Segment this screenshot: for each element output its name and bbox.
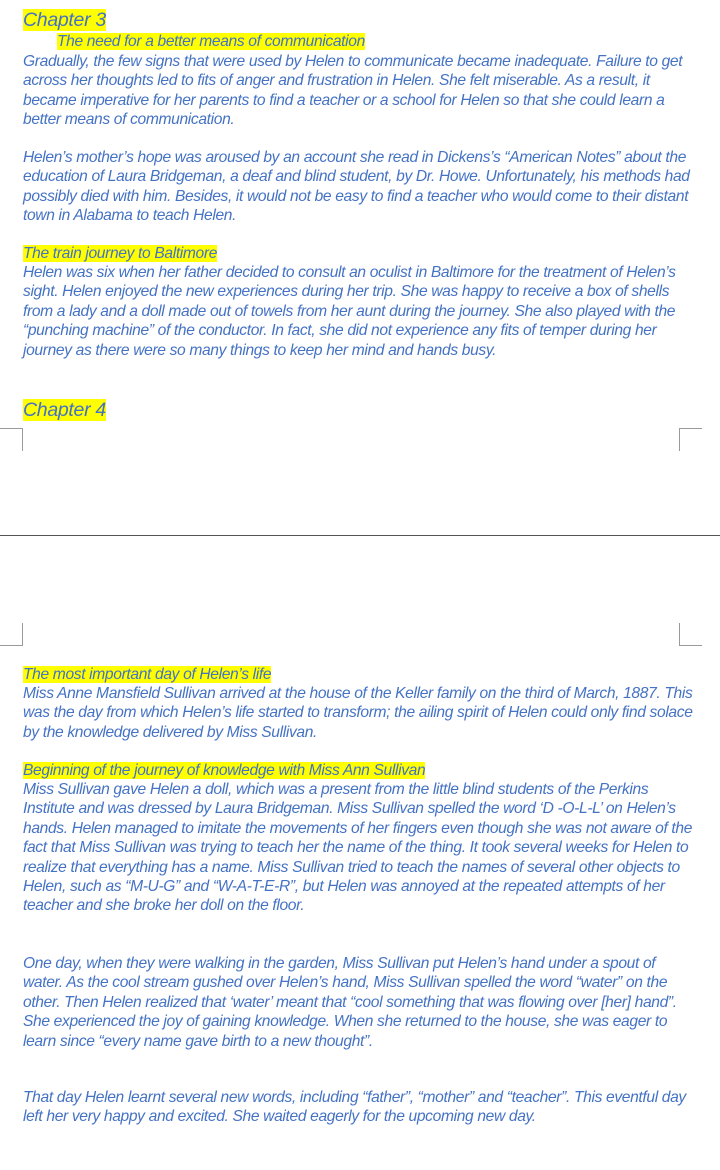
chapter-3-heading: Chapter 3 (23, 9, 106, 31)
paragraph: Helen was six when her father decided to consult an oculist in Baltimore for the treatment of Helen’s sight. Helen enjoyed the new experiences during her trip. She was happy to receive a box of shells from a lady and a doll made out of towels from her aunt during the journey. She also played with the “punching machine” of the conductor. In fact, she did not experience any fits of temper during her journey as there were so many things to keep her mind and hands busy. (23, 264, 676, 359)
subheading-important-day: The most important day of Helen’s life (23, 666, 272, 683)
subheading-train-journey: The train journey to Baltimore (23, 245, 218, 262)
page-corner-mark (679, 623, 702, 646)
paragraph: One day, when they were walking in the garden, Miss Sullivan put Helen’s hand under a spout of water. As the cool stream gushed over Helen’s hand, Miss Sullivan spelled the word “water” on the other. Then Helen realized that ‘water’ meant that “cool something that was flowing over [her] hand”. She experienced the joy of gaining knowledge. When she returned to the house, she was eager to learn since “every name gave birth to a new thought”. (23, 955, 677, 1050)
subheading-communication: The need for a better means of communication (57, 33, 365, 50)
page-break-divider (0, 535, 720, 536)
paragraph: Miss Anne Mansfield Sullivan arrived at the house of the Keller family on the third of March, 1887. This was the day from which Helen’s life started to transform; the ailing spirit of Helen could only find solace by the knowledge delivered by Miss Sullivan. (23, 685, 693, 741)
page-corner-mark (679, 428, 702, 451)
paragraph: Miss Sullivan gave Helen a doll, which was a present from the little blind students of the Perkins Institute and was dressed by Laura Bridgeman. Miss Sullivan spelled the word ‘D -O-L-L’ on Helen’s hands. Helen managed to imitate the movements of her fingers even though she was not aware of the fact that Miss Sullivan was trying to teach her the name of the thing. It took several weeks for Helen to realize that everything has a name. Miss Sullivan tried to teach the names of several other objects to Helen, such as “M-U-G” and “W-A-T-E-R”, but Helen was annoyed at the repeated attempts of her teacher and she broke her doll on the floor. (23, 781, 693, 915)
page-corner-mark (0, 428, 23, 451)
chapter-4-heading: Chapter 4 (23, 399, 106, 421)
subheading-journey-of-knowledge: Beginning of the journey of knowledge with Miss Ann Sullivan (23, 762, 426, 779)
page-corner-mark (0, 623, 23, 646)
paragraph: Helen’s mother’s hope was aroused by an account she read in Dickens’s “American Notes” about the education of Laura Bridgeman, a deaf and blind student, by Dr. Howe. Unfortunately, his methods had possibly died with him. Besides, it would not be easy to find a teacher who would come to their distant town in Alabama to teach Helen. (23, 149, 690, 225)
paragraph: Gradually, the few signs that were used by Helen to communicate became inadequate. Failure to get across her thoughts led to fits of anger and frustration in Helen. She felt miserable. As a result, it became imperative for her parents to find a teacher or a school for Helen so that she could learn a better means of communication. (23, 53, 683, 129)
paragraph: That day Helen learnt several new words, including “father”, “mother” and “teacher”. This eventful day left her very happy and excited. She waited eagerly for the upcoming new day. (23, 1089, 686, 1126)
